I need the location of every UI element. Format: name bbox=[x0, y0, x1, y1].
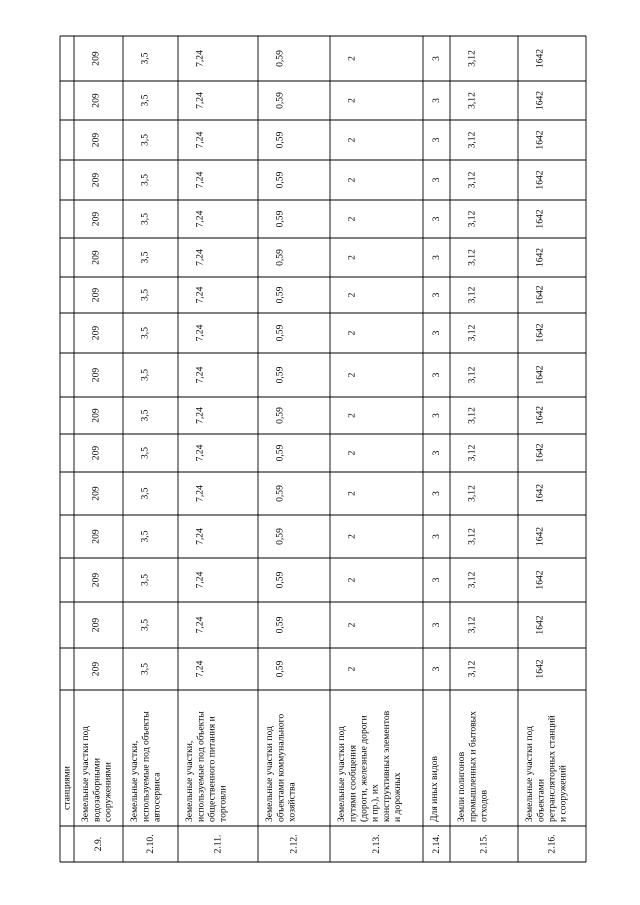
rate-value-cell: 0,59 bbox=[274, 444, 286, 462]
rate-value-cell: 1642 bbox=[534, 130, 546, 150]
table-texts bbox=[62, 49, 569, 854]
rate-value-cell: 3,5 bbox=[139, 251, 151, 264]
rate-value-cell: 3,5 bbox=[139, 530, 151, 543]
row-label-line: объектами коммунального bbox=[275, 713, 287, 822]
rate-value-cell: 1642 bbox=[534, 526, 546, 547]
row-label-line: отходов bbox=[478, 789, 490, 822]
row-label-line: водозаборными bbox=[91, 758, 103, 822]
row-label-line: хозяйства bbox=[286, 782, 298, 822]
rate-value-cell: 1642 bbox=[534, 659, 546, 679]
rate-value-cell: 1642 bbox=[534, 483, 546, 504]
rate-value-cell: 2 bbox=[346, 372, 358, 378]
rate-value-cell: 0,59 bbox=[274, 324, 286, 342]
rate-value-cell: 3 bbox=[431, 450, 442, 456]
rate-value-cell: 209 bbox=[90, 172, 102, 188]
rate-value-cell: 7,24 bbox=[194, 210, 206, 228]
rate-value-cell: 0,59 bbox=[274, 50, 286, 67]
rate-value-cell: 3 bbox=[431, 534, 442, 539]
top-fragment-text: станциями bbox=[61, 766, 73, 810]
rate-value-cell: 0,59 bbox=[274, 210, 286, 228]
rate-value-cell: 2 bbox=[346, 330, 358, 336]
rate-value-cell: 0,59 bbox=[274, 286, 286, 304]
rate-value-cell: 3,5 bbox=[139, 327, 151, 339]
rate-value-cell: 2 bbox=[346, 622, 358, 628]
rate-value-cell: 3 bbox=[431, 330, 442, 336]
rate-value-cell: 7,24 bbox=[194, 286, 206, 304]
rate-value-cell: 2 bbox=[346, 491, 358, 496]
rate-value-cell: 3 bbox=[431, 56, 442, 61]
rate-value-cell: 3 bbox=[431, 98, 442, 103]
rate-value-cell: 2 bbox=[346, 177, 358, 183]
row-label-line: путями сообщения bbox=[347, 744, 359, 822]
rate-value-cell: 3,12 bbox=[466, 366, 478, 384]
rate-value-cell: 7,24 bbox=[194, 407, 206, 424]
row-label-line: Земельные участки, bbox=[129, 740, 141, 822]
rate-value-cell: 3,5 bbox=[139, 134, 151, 146]
rate-value-cell: 0,59 bbox=[274, 171, 286, 189]
row-label-line: используемые под объекты bbox=[195, 711, 207, 822]
rate-value-cell: 1642 bbox=[534, 365, 546, 385]
row-label-line: конструктивных элементов bbox=[380, 710, 392, 822]
rate-value-cell: 3 bbox=[431, 372, 442, 378]
rate-value-cell: 3,5 bbox=[139, 94, 151, 107]
rate-value-cell: 3 bbox=[431, 666, 442, 672]
rate-value-cell: 3,5 bbox=[139, 409, 151, 422]
rate-value-cell: 3 bbox=[431, 177, 442, 183]
rate-value-cell: 3,12 bbox=[466, 131, 478, 149]
rate-value-cell: 7,24 bbox=[194, 528, 206, 545]
rate-value-cell: 7,24 bbox=[194, 171, 206, 189]
rate-value-cell: 2 bbox=[346, 292, 358, 298]
row-label-line: общественного питания и bbox=[206, 716, 218, 822]
row-label-line: Земельные участки, bbox=[184, 740, 196, 822]
rate-value-cell: 7,24 bbox=[194, 444, 206, 462]
rate-value-cell: 7,24 bbox=[194, 92, 206, 109]
rate-value-cell: 3,5 bbox=[139, 574, 151, 586]
rate-value-cell: 3 bbox=[431, 137, 442, 143]
rate-value-cell: 209 bbox=[90, 617, 102, 633]
rate-value-cell: 7,24 bbox=[194, 131, 206, 149]
rate-value-cell: 2 bbox=[346, 137, 358, 143]
rate-value-cell: 3 bbox=[431, 577, 442, 583]
rate-value-cell: 2 bbox=[346, 450, 358, 456]
rate-value-cell: 209 bbox=[90, 661, 102, 677]
rate-value-cell: 3,12 bbox=[466, 571, 478, 589]
row-label-line: и сооружений bbox=[557, 765, 569, 822]
rate-value-cell: 7,24 bbox=[194, 366, 206, 384]
rate-value-cell: 3 bbox=[431, 216, 442, 222]
row-label-line: промышленных и бытовых bbox=[467, 711, 479, 822]
rate-value-cell: 209 bbox=[90, 445, 102, 461]
rate-value-cell: 3 bbox=[431, 255, 442, 260]
rate-value-cell: 3,5 bbox=[139, 52, 151, 65]
rate-value-cell: 7,24 bbox=[194, 485, 206, 502]
row-label-line: Земельные участки под bbox=[264, 726, 276, 822]
rate-value-cell: 3,12 bbox=[466, 324, 478, 342]
row-label-line: объектами bbox=[535, 779, 547, 822]
rate-value-cell: 1642 bbox=[534, 48, 546, 69]
rate-value-cell: 3,5 bbox=[139, 174, 151, 186]
rate-value-cell: 3,12 bbox=[466, 528, 478, 545]
rate-value-cell: 3,12 bbox=[466, 660, 478, 678]
rate-value-cell: 2 bbox=[346, 413, 358, 418]
rate-value-cell: 1642 bbox=[534, 405, 546, 426]
rate-value-cell: 3,12 bbox=[466, 50, 478, 67]
rate-value-cell: 1642 bbox=[534, 170, 546, 190]
row-label-line: ретрансляторных станций bbox=[546, 715, 558, 822]
rate-value-cell: 7,24 bbox=[194, 571, 206, 589]
row-label-line: Земельные участки под bbox=[336, 726, 348, 822]
row-number: 2.13. bbox=[371, 834, 382, 854]
rate-value-cell: 0,59 bbox=[274, 485, 286, 502]
rate-value-cell: 1642 bbox=[534, 285, 546, 305]
rate-value-cell: 0,59 bbox=[274, 528, 286, 545]
rate-value-cell: 2 bbox=[346, 534, 358, 539]
rate-value-cell: 2 bbox=[346, 255, 358, 260]
rate-value-cell: 3,12 bbox=[466, 210, 478, 228]
rate-value-cell: 7,24 bbox=[194, 50, 206, 67]
row-label-line: Земельные участки под bbox=[524, 726, 536, 822]
row-number: 2.9. bbox=[93, 836, 104, 852]
rate-value-cell: 3,5 bbox=[139, 213, 151, 225]
rate-value-cell: 209 bbox=[90, 287, 102, 303]
rate-value-cell: 3,5 bbox=[139, 369, 151, 381]
row-label-line: Земли полигонов bbox=[456, 751, 468, 822]
rate-value-cell: 2 bbox=[346, 56, 358, 61]
rate-value-cell: 209 bbox=[90, 408, 102, 423]
rate-value-cell: 3,5 bbox=[139, 289, 151, 301]
rate-value-cell: 209 bbox=[90, 325, 102, 341]
rate-value-cell: 209 bbox=[90, 93, 102, 108]
rate-value-cell: 1642 bbox=[534, 323, 546, 343]
rate-value-cell: 209 bbox=[90, 367, 102, 383]
rate-value-cell: 209 bbox=[90, 132, 102, 148]
rate-value-cell: 0,59 bbox=[274, 616, 286, 634]
rate-value-cell: 3,5 bbox=[139, 447, 151, 459]
rate-value-cell: 7,24 bbox=[194, 324, 206, 342]
rate-value-cell: 209 bbox=[90, 250, 102, 265]
rate-value-cell: 3,12 bbox=[466, 485, 478, 502]
rate-value-cell: 3,12 bbox=[466, 92, 478, 109]
rate-value-cell: 1642 bbox=[534, 247, 546, 268]
row-label-line: (дороги, железные дороги bbox=[358, 715, 370, 822]
rate-value-cell: 7,24 bbox=[194, 660, 206, 678]
rate-value-cell: 0,59 bbox=[274, 660, 286, 678]
rate-value-cell: 2 bbox=[346, 666, 358, 672]
rate-value-cell: 1642 bbox=[534, 615, 546, 635]
rate-value-cell: 209 bbox=[90, 51, 102, 66]
row-label-line: сооружениями bbox=[102, 762, 114, 822]
row-number: 2.11. bbox=[212, 834, 224, 854]
rate-value-cell: 3 bbox=[431, 491, 442, 496]
rate-value-cell: 2 bbox=[346, 216, 358, 222]
rate-value-cell: 3,12 bbox=[466, 444, 478, 462]
rate-value-cell: 3 bbox=[431, 413, 442, 418]
rate-value-cell: 1642 bbox=[534, 90, 546, 111]
rate-value-cell: 0,59 bbox=[274, 92, 286, 109]
rate-value-cell: 1642 bbox=[534, 443, 546, 463]
rate-value-cell: 7,24 bbox=[194, 616, 206, 634]
row-label-line: Земельные участки под bbox=[80, 726, 92, 822]
rate-value-cell: 3,12 bbox=[466, 407, 478, 424]
rate-value-cell: 3,5 bbox=[139, 619, 151, 631]
row-label-line: торговли bbox=[217, 785, 229, 822]
rate-value-cell: 209 bbox=[90, 529, 102, 544]
row-label-line: и пр.), их bbox=[369, 784, 381, 822]
rate-value-cell: 209 bbox=[90, 211, 102, 227]
rate-value-cell: 3,12 bbox=[466, 249, 478, 266]
rate-value-cell: 3,12 bbox=[466, 286, 478, 304]
row-label-line: и дорожных bbox=[392, 772, 404, 822]
rate-value-cell: 3 bbox=[431, 292, 442, 298]
rate-value-cell: 7,24 bbox=[194, 249, 206, 266]
rate-value-cell: 1642 bbox=[534, 209, 546, 229]
rate-value-cell: 3,12 bbox=[466, 616, 478, 634]
row-number: 2.15. bbox=[478, 834, 490, 854]
rate-value-cell: 0,59 bbox=[274, 571, 286, 589]
row-number: 2.16. bbox=[546, 834, 558, 854]
row-label-line: используемые под объекты bbox=[140, 711, 152, 822]
rate-value-cell: 2 bbox=[346, 98, 358, 103]
rate-value-cell: 209 bbox=[90, 486, 102, 501]
row-number: 2.14. bbox=[431, 834, 442, 854]
row-label-line: Для иных видов bbox=[429, 756, 441, 822]
row-label-line: автосервиса bbox=[151, 772, 163, 822]
rate-value-cell: 0,59 bbox=[274, 407, 286, 424]
rate-value-cell: 3,5 bbox=[139, 663, 151, 675]
rate-value-cell: 1642 bbox=[534, 570, 546, 590]
rate-value-cell: 2 bbox=[346, 577, 358, 583]
row-number: 2.12. bbox=[288, 834, 300, 854]
row-number: 2.10. bbox=[145, 834, 156, 854]
rate-value-cell: 3,5 bbox=[139, 487, 151, 500]
rate-value-cell: 3 bbox=[431, 622, 442, 628]
rate-value-cell: 0,59 bbox=[274, 366, 286, 384]
rate-value-cell: 209 bbox=[90, 572, 102, 588]
rate-value-cell: 3,12 bbox=[466, 171, 478, 189]
rate-value-cell: 0,59 bbox=[274, 131, 286, 149]
rate-value-cell: 0,59 bbox=[274, 249, 286, 266]
